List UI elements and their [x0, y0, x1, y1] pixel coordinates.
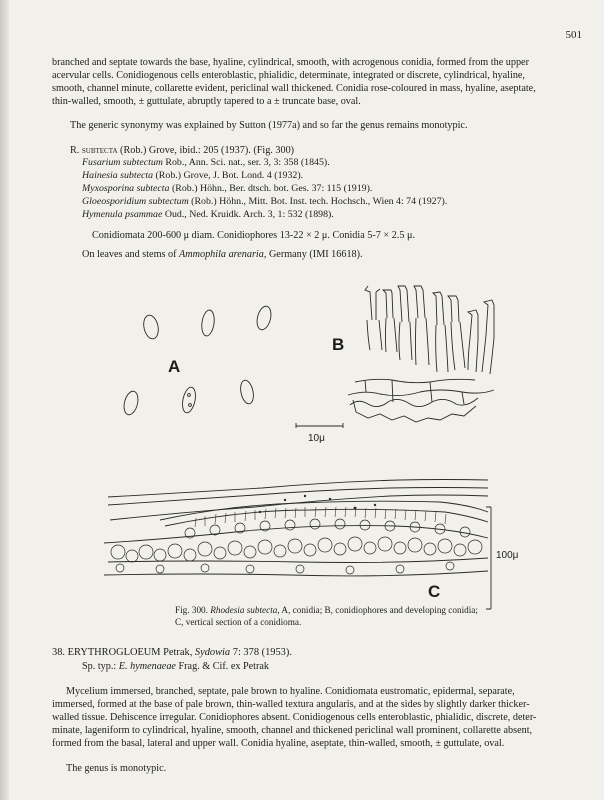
- desc-line-5: formed from the basal, lateral and upper wall. Conidia hyaline, aseptate, thin-walled, smooth, ± guttulate, oval.: [52, 738, 505, 750]
- caption-genus: Rhodesia subtecta: [210, 605, 278, 615]
- scale-label-small: 10μ: [308, 433, 325, 444]
- desc-line-1: Mycelium immersed, branched, septate, pale brown to hyaline. Conidiomata eustromatic, epidermal, separate,: [66, 686, 515, 697]
- scale-label-large: 100μ: [496, 550, 519, 561]
- figure-label-b: B: [332, 335, 345, 354]
- synonym-3-ref: (Rob.) Höhn., Ber. dtsch. bot. Ges. 37: 115 (1919).: [171, 183, 373, 194]
- genus-number: 38.: [52, 647, 65, 658]
- synonym-5-name: Hymenula psammae: [82, 209, 163, 220]
- genus-citation: 7: 378 (1953).: [232, 647, 292, 658]
- desc-line-3: walled tissue. Dehiscence irregular. Conidiophores absent. Conidiogenous cells enteroblastic, phialidic, discrete, deter-: [52, 712, 537, 724]
- desc-line-4: minate, lageniform to cylindrical, hyaline, smooth, channel and thickened periclinal wall prominent, collarette absent,: [52, 725, 533, 737]
- caption-line1-rest: , A, conidia; B, conidiophores and developing conidia;: [277, 605, 478, 615]
- conidioma-section-c: [104, 480, 488, 576]
- description-paragraph: [52, 685, 580, 750]
- type-species-line: [82, 660, 269, 673]
- figure-caption: [175, 605, 515, 628]
- scale-bar-small: [296, 423, 343, 428]
- intro-line-3: smooth, channel minute, collarette evident, periclinal wall thickened. Conidia rose-coloured in mass, hyaline, aseptate,: [52, 83, 536, 95]
- synonym-5-ref: Oud., Ned. Kruidk. Arch. 3, 1: 532 (1898).: [164, 209, 334, 220]
- desc-line-2: immersed, formed at the base of pale brown, thin-walled textura angularis, and at the sides by slightly darker thicker-: [52, 699, 530, 711]
- synonym-4-name: Gloeosporidium subtectum: [82, 196, 189, 207]
- synonym-3-name: Myxosporina subtecta: [82, 183, 170, 194]
- conidiophores-group-b: [348, 286, 494, 422]
- synonym-4-ref: (Rob.) Höhn., Mitt. Bot. Inst. tech. Hochsch., Wien 4: 74 (1927).: [191, 196, 448, 207]
- genus-journal: Sydowia: [194, 647, 231, 658]
- synonym-1-name: Fusarium subtectum: [82, 157, 163, 168]
- synonym-2-name: Hainesia subtecta: [82, 170, 154, 181]
- genus-38-heading: [52, 646, 292, 659]
- conidia-group-a: [122, 305, 273, 416]
- type-species-name: E. hymenaeae: [118, 661, 176, 672]
- intro-line-2: acervular cells. Conidiogenous cells enteroblastic, phialidic, determinate, integrated or discrete, cylindrical, hyaline,: [52, 70, 525, 82]
- habitat-host: Ammophila arenaria: [179, 249, 264, 260]
- habitat-suffix: , Germany (IMI 16618).: [263, 249, 363, 260]
- habitat-prefix: On leaves and stems of: [82, 249, 177, 260]
- figure-label-c: C: [428, 582, 441, 601]
- species-prefix: R.: [70, 145, 80, 156]
- synonym-2-ref: (Rob.) Grove, J. Bot. Lond. 4 (1932).: [155, 170, 304, 181]
- page-number: 501: [565, 29, 582, 41]
- type-prefix: Sp. typ.:: [82, 661, 117, 672]
- species-name: subtecta: [81, 145, 118, 156]
- figure-label-a: A: [168, 357, 181, 376]
- type-authority: Frag. & Cif. ex Petrak: [178, 661, 270, 672]
- closing-note: The genus is monotypic.: [66, 763, 167, 774]
- synonym-1-ref: Rob., Ann. Sci. nat., ser. 3, 3: 358 (1845).: [165, 157, 330, 168]
- caption-line2: C, vertical section of a conidioma.: [175, 616, 302, 627]
- intro-line-1: branched and septate towards the base, hyaline, cylindrical, smooth, with acrogenous conidia, formed from the upper: [52, 57, 529, 68]
- genus-name: ERYTHROGLOEUM: [67, 647, 161, 658]
- species-authority: (Rob.) Grove, ibid.: 205 (1937). (Fig. 300): [120, 145, 295, 156]
- genus-authority: Petrak,: [163, 647, 193, 658]
- caption-fig-number: Fig. 300.: [175, 605, 208, 615]
- intro-line-4: thin-walled, smooth, ± guttulate, abruptly tapered to a ± truncate base, oval.: [52, 96, 361, 108]
- synonymy-note: The generic synonymy was explained by Sutton (1977a) and so far the genus remains monotypic.: [70, 120, 468, 131]
- measurements: Conidiomata 200-600 μ diam. Conidiophores 13-22 × 2 μ. Conidia 5-7 × 2.5 μ.: [92, 230, 416, 241]
